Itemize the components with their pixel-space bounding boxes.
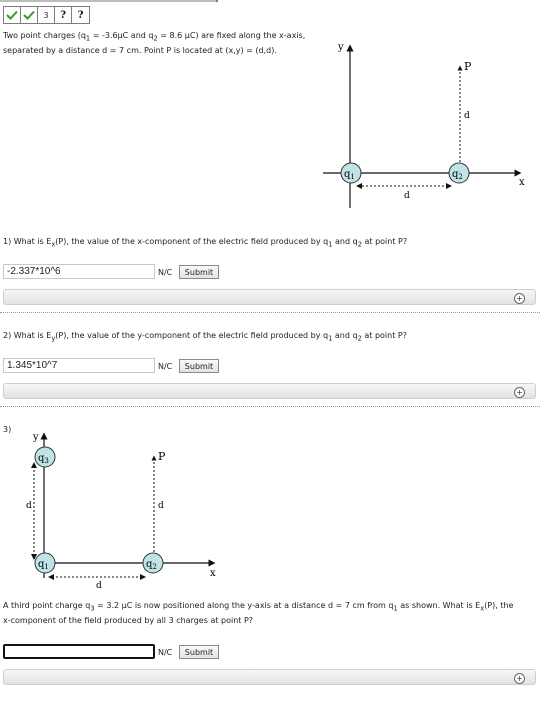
expand-icon[interactable]: + — [514, 293, 525, 304]
attempt-count: 3 — [38, 7, 55, 23]
distance-label: d — [26, 501, 32, 511]
distance-label: d — [404, 191, 410, 201]
unit-label: N/C — [158, 268, 173, 277]
answer-input-3[interactable] — [3, 644, 155, 659]
question-3-text: A third point charge $q_3 = 3.2$ μC is now positioned along the y-axis at a distance d = 7 cm from $q_1$ as shown. What is $E_x(P)$, the x-component of the field produced by all 3 charges at point P? — [3, 601, 514, 625]
charge-diagram-2 — [12, 428, 227, 588]
question-2-text: 2) What is $E_y(P)$, the value of the y-component of the electric field produced by $q_1$ and $q_2$ at point P? — [3, 331, 407, 343]
check-icon — [21, 7, 38, 23]
unanswered-icon: ? — [77, 9, 84, 21]
point-p-label: P — [158, 450, 166, 463]
status-bar — [3, 6, 90, 24]
answer-input-1[interactable]: -2.337*10^6 — [3, 264, 155, 279]
svg-text:q2: $q_2$ — [146, 559, 157, 571]
distance-label: d — [96, 581, 102, 588]
point-p-label: P — [464, 60, 472, 73]
submit-button-2[interactable]: Submit — [179, 359, 219, 373]
expand-icon[interactable]: + — [514, 387, 525, 398]
question-3-number: 3) — [3, 425, 12, 434]
y-axis-label: y — [338, 42, 344, 53]
x-axis-label: x — [519, 177, 525, 188]
svg-text:q1: $q_1$ — [38, 559, 49, 571]
charge-diagram-1 — [318, 38, 533, 210]
top-divider-end — [216, 0, 218, 2]
check-icon — [4, 7, 21, 23]
expand-icon[interactable]: + — [514, 673, 525, 684]
divider — [0, 406, 540, 407]
top-divider — [0, 0, 216, 2]
svg-text:q2: $q_2$ — [452, 169, 463, 181]
unanswered-icon: ? — [55, 7, 72, 23]
unit-label: N/C — [158, 648, 173, 657]
distance-label: d — [464, 111, 470, 121]
unit-label: N/C — [158, 362, 173, 371]
y-axis-label: y — [33, 432, 39, 443]
hint-bar-2[interactable] — [3, 383, 536, 399]
svg-text:q3: $q_3$ — [38, 453, 49, 465]
submit-button-3[interactable]: Submit — [179, 645, 219, 659]
x-axis-label: x — [210, 568, 216, 579]
svg-text:q1: $q_1$ — [344, 169, 355, 181]
question-1-text: 1) What is $E_x(P)$, the value of the x-component of the electric field produced by $q_1$ and $q_2$ at point P? — [3, 237, 408, 249]
distance-label: d — [158, 501, 164, 511]
answer-input-2[interactable]: 1.345*10^7 — [3, 358, 155, 373]
problem-statement: Two point charges ($q_1 = -3.6\mu C$ and $q_2 = 8.6$ μC) are fixed along the x-axis, separated by a distance d = 7 cm. Point P is located at (x,y) = (d,d). — [3, 31, 306, 55]
divider — [0, 312, 540, 313]
hint-bar-3[interactable] — [3, 669, 536, 685]
submit-button-1[interactable]: Submit — [179, 265, 219, 279]
hint-bar-1[interactable] — [3, 289, 536, 305]
